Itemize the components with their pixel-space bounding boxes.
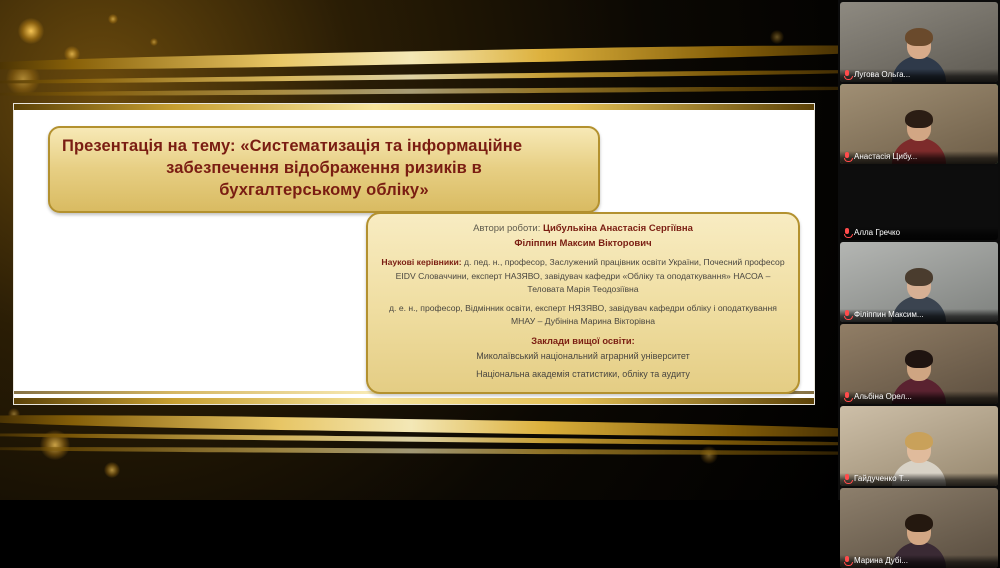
mic-muted-icon	[843, 228, 851, 238]
participant-namebar	[840, 227, 998, 240]
slide-title	[48, 126, 600, 213]
supervisor-2	[378, 302, 788, 329]
gold-swoosh	[0, 69, 838, 85]
participant-name: Альбіна Орел...	[854, 392, 912, 401]
mic-muted-icon	[843, 70, 851, 80]
participant-namebar	[840, 391, 998, 404]
mic-muted-icon	[843, 556, 851, 566]
bokeh-light	[18, 18, 44, 44]
participant-namebar	[840, 309, 998, 322]
slide-title-line-2: забезпечення відображення ризиків в	[166, 159, 482, 177]
slide-title-line-3: бухгалтерському обліку»	[219, 181, 429, 199]
bokeh-light	[150, 38, 158, 46]
participant-name: Анастасія Цибу...	[854, 152, 918, 161]
supervisor-2-text: д. е. н., професор, Відмінник освіти, експерт НЯЗЯВО, завідувач кафедри обліку і оподаткування МНАУ – Дубініна Марина Вікторівна	[389, 302, 777, 326]
bokeh-light	[104, 462, 120, 478]
participant-tile[interactable]	[840, 324, 998, 404]
supervisor-1-text: д. пед. н., професор, Заслужений працівник освіти України, Почесний професор EIDV Словаччини, експерт НАЗЯВО, завідувач кафедри «Обліку та оподаткування» НАСОА – Теловата Марія Теодозіївна	[395, 257, 785, 294]
participant-name: Гайдученко Т...	[854, 474, 910, 483]
mic-muted-icon	[843, 310, 851, 320]
author-name-1: Цибулькіна Анастасія Сергіївна	[543, 223, 693, 234]
participant-namebar	[840, 555, 998, 568]
bokeh-light	[770, 30, 784, 44]
slide-authors-block	[366, 212, 800, 394]
participant-tile[interactable]	[840, 166, 998, 240]
bokeh-light	[700, 446, 718, 464]
institutions-label: Заклади вищої освіти:	[531, 335, 635, 346]
participant-tile[interactable]	[840, 2, 998, 82]
participant-namebar	[840, 473, 998, 486]
mic-muted-icon	[843, 474, 851, 484]
bokeh-light	[108, 14, 118, 24]
participant-name: Алла Гречко	[854, 228, 901, 237]
slide-title-line-1: Презентація на тему: «Систематизація та інформаційне	[62, 137, 523, 155]
gold-swoosh	[0, 85, 838, 97]
participant-namebar	[840, 151, 998, 164]
participant-namebar	[840, 69, 998, 82]
gold-swoosh	[0, 42, 838, 73]
presentation-slide	[14, 104, 814, 404]
authors-label-row	[378, 222, 788, 236]
participant-name: Лугова Ольга...	[854, 70, 911, 79]
participant-tile[interactable]	[840, 488, 998, 568]
authors-label: Автори роботи:	[473, 223, 541, 234]
participant-strip[interactable]	[838, 0, 1000, 565]
supervisor-1	[378, 256, 788, 297]
slide-gold-bar-bottom	[14, 398, 814, 404]
author-name-2: Філіппин Максим Вікторович	[514, 238, 652, 249]
participant-tile-active[interactable]	[840, 84, 998, 164]
participant-name: Марина Дубі...	[854, 556, 908, 565]
gold-swoosh	[0, 446, 838, 456]
participant-name: Філіппин Максим...	[854, 310, 924, 319]
supervisors-label: Наукові керівники:	[381, 257, 462, 267]
participant-tile[interactable]	[840, 406, 998, 486]
mic-muted-icon	[843, 392, 851, 402]
institution-2: Національна академія статистики, обліку та аудиту	[476, 368, 690, 379]
participant-tile[interactable]	[840, 242, 998, 322]
institution-1: Миколаївський національний аграрний університет	[476, 350, 690, 361]
mic-muted-icon	[843, 152, 851, 162]
slide-gold-bar-top	[14, 104, 814, 110]
